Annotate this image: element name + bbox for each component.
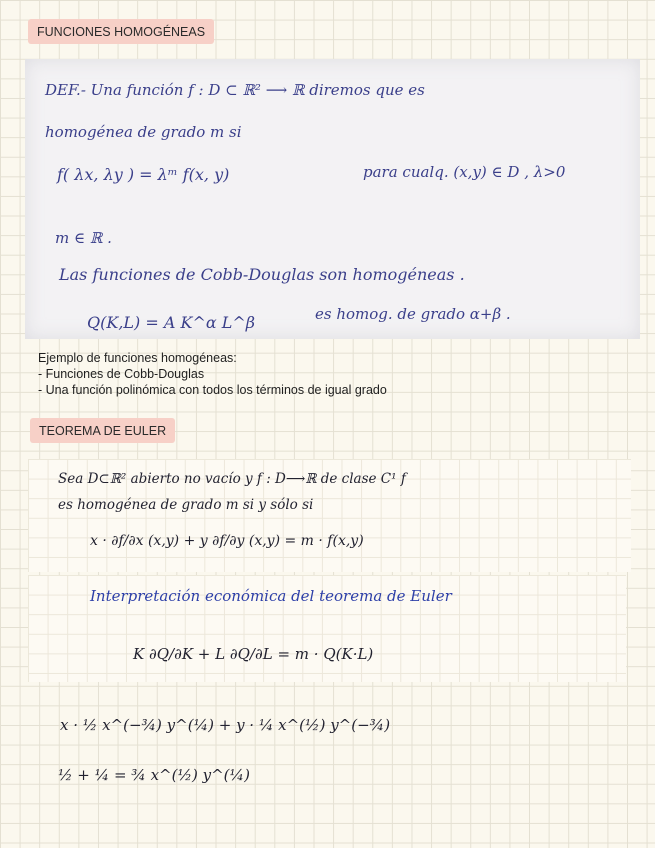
- euler-formula: x · ∂f/∂x (x,y) + y ∂f/∂y (x,y) = m · f(x,y): [90, 533, 364, 549]
- notes-line: Ejemplo de funciones homogéneas:: [38, 351, 237, 365]
- interpretation-formula: K ∂Q/∂K + L ∂Q/∂L = m · Q(K·L): [133, 645, 374, 663]
- examples-notes: [38, 350, 387, 398]
- section-tag-euler: TEOREMA DE EULER: [30, 418, 175, 443]
- definition-formula: f( λx, λy ) = λᵐ f(x, y): [57, 165, 230, 184]
- cobb-douglas-degree: es homog. de grado α+β .: [315, 305, 511, 323]
- euler-line: Sea D⊂ℝ² abierto no vacío y f : D⟶ℝ de clase C¹ f: [58, 471, 406, 487]
- handwritten-euler-theorem: [28, 459, 631, 572]
- cobb-douglas-line: Las funciones de Cobb-Douglas son homogéneas .: [59, 265, 465, 284]
- cobb-douglas-formula: Q(K,L) = A K^α L^β: [87, 313, 256, 332]
- interpretation-title: Interpretación económica del teorema de Euler: [90, 587, 452, 605]
- handwritten-derivative-line: x · ½ x^(−¾) y^(¼) + y · ¼ x^(½) y^(−¾): [60, 716, 391, 734]
- handwritten-sum-line: ½ + ¼ = ¾ x^(½) y^(¼): [58, 766, 250, 784]
- euler-line: es homogénea de grado m si y sólo si: [58, 497, 314, 513]
- section-tag-homogeneas: FUNCIONES HOMOGÉNEAS: [28, 19, 214, 44]
- handwritten-photo-definition: [25, 59, 640, 339]
- handwritten-interpretation: [28, 575, 626, 682]
- notes-line: - Funciones de Cobb-Douglas: [38, 367, 205, 381]
- definition-condition: para cualq. (x,y) ∈ D , λ>0: [363, 163, 566, 181]
- definition-line: DEF.- Una función f : D ⊂ ℝ² ⟶ ℝ diremos que es: [45, 81, 425, 99]
- definition-line: m ∈ ℝ .: [55, 229, 112, 247]
- definition-line: homogénea de grado m si: [45, 123, 242, 141]
- notes-line: - Una función polinómica con todos los términos de igual grado: [38, 383, 387, 397]
